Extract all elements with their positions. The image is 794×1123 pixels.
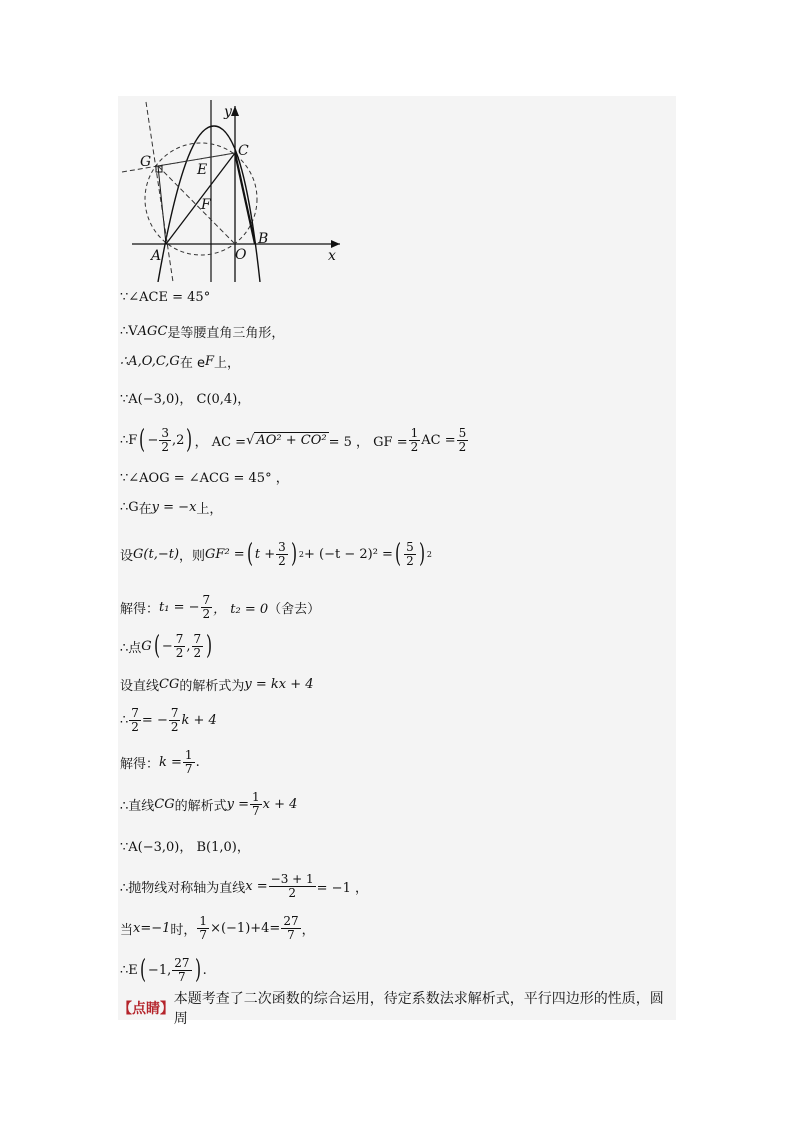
fraction-den: 2 — [278, 553, 286, 568]
line-7 — [120, 496, 676, 518]
fraction-den: 2 — [161, 439, 169, 454]
fraction — [276, 541, 288, 567]
text: 的解析式 — [174, 798, 227, 814]
fraction-den: 2 — [193, 645, 202, 660]
text: 上， — [214, 355, 241, 371]
fraction-den: 2 — [170, 719, 179, 734]
fraction-den: 2 — [288, 885, 296, 900]
text: ∴E — [120, 962, 138, 978]
fraction-num: 1 — [184, 747, 193, 762]
fraction — [457, 427, 469, 453]
fraction-num: −3 + 1 — [270, 871, 314, 886]
fraction — [404, 541, 416, 567]
paren-close: ) — [206, 631, 213, 661]
text: 设直线 — [120, 678, 160, 694]
fraction — [281, 915, 300, 941]
label-g: G — [140, 154, 152, 170]
math: CG — [154, 796, 175, 812]
math: ， t₂ = 0 — [213, 601, 269, 617]
line-17 — [120, 910, 676, 946]
note-text: 本题考查了二次函数的综合运用，待定系数法求解析式，平行四边形的性质，圆周 — [173, 991, 664, 1027]
fraction-den: 2 — [458, 439, 467, 454]
paren-close: ) — [418, 539, 425, 569]
text: ∴点 — [120, 640, 142, 656]
label-c: C — [238, 143, 249, 159]
fraction — [174, 633, 186, 659]
fraction-den: 7 — [252, 803, 260, 818]
fraction-den: 2 — [410, 439, 419, 454]
paren-close: ) — [290, 539, 297, 569]
fraction-den: 7 — [184, 761, 193, 776]
fraction-num: 3 — [278, 539, 286, 554]
line-4 — [120, 386, 676, 408]
minus: − — [147, 432, 159, 448]
fraction — [250, 791, 262, 817]
fraction-den: 7 — [287, 927, 295, 942]
text: 的解析式为 — [179, 678, 245, 694]
fraction — [159, 427, 171, 453]
text: （舍去） — [268, 601, 321, 617]
y-axis-arrow — [231, 106, 239, 116]
fraction — [183, 749, 195, 775]
paren-open: ( — [246, 539, 253, 569]
fraction — [192, 633, 204, 659]
note-tag: 【点睛】 — [118, 1001, 174, 1017]
fraction-den: 2 — [202, 606, 211, 621]
label-e: E — [197, 162, 208, 178]
line-cb — [235, 153, 255, 244]
square: 2 — [426, 549, 432, 559]
text: . — [195, 754, 200, 770]
paren-open: ( — [139, 425, 146, 455]
math: y = kx + 4 — [244, 676, 314, 692]
math: −1, — [147, 962, 172, 978]
fraction-den: 2 — [175, 645, 184, 660]
line-ag — [158, 166, 166, 244]
comma: , — [186, 638, 191, 654]
solution-panel — [118, 96, 676, 1027]
fraction-num: 7 — [175, 631, 184, 646]
text: ∴ — [120, 712, 129, 728]
geometry-figure — [118, 96, 676, 282]
math: x + 4 — [262, 796, 298, 812]
text: AC = — [421, 432, 456, 448]
text: ∴直线 — [120, 798, 155, 814]
paren-open: ( — [139, 955, 146, 985]
fraction — [409, 427, 421, 453]
paren-open: ( — [394, 539, 402, 569]
key-point-note — [118, 991, 676, 1027]
text: 设 — [120, 548, 134, 564]
line-2 — [120, 320, 676, 342]
line-16 — [120, 868, 676, 904]
text: = 5 ， GF = — [328, 434, 408, 450]
text: = −1 ， — [316, 880, 368, 896]
fraction-num: 27 — [174, 955, 190, 970]
square: 2 — [298, 549, 304, 559]
math: k = — [159, 754, 182, 770]
text: 解得： — [120, 601, 160, 617]
line-15 — [120, 834, 676, 856]
math: AGC — [137, 323, 168, 339]
math: y = — [226, 796, 250, 812]
math: F — [204, 353, 214, 369]
fraction-num: 27 — [283, 913, 299, 928]
text: ∴G — [120, 499, 139, 515]
math: G — [141, 638, 152, 654]
paren-close: ) — [186, 425, 193, 455]
text: ∴F — [120, 432, 138, 448]
math: k + 4 — [181, 712, 217, 728]
fraction — [169, 707, 181, 733]
fraction — [172, 957, 191, 983]
fraction-num: 3 — [161, 425, 169, 440]
fraction-num: 7 — [170, 705, 179, 720]
label-o: O — [235, 247, 247, 263]
fraction — [269, 873, 316, 899]
paren-open: ( — [153, 631, 160, 661]
fraction-num: 7 — [202, 592, 211, 607]
line-6 — [120, 466, 676, 486]
math: ∴A,O,C,G — [120, 353, 180, 369]
text: 时， — [170, 922, 197, 938]
sqrt: √ AO² + CO² — [246, 432, 327, 448]
fraction-num: 7 — [193, 631, 202, 646]
line-13 — [120, 744, 676, 780]
minus: − — [161, 638, 173, 654]
math: = − — [141, 712, 168, 728]
label-x: x — [328, 248, 336, 264]
text: ∵A(−3,0)， C(0,4)， — [120, 391, 251, 407]
fraction-num: 7 — [131, 705, 139, 720]
fraction-num: 5 — [406, 539, 414, 554]
line-3 — [120, 350, 676, 372]
text: ∵A(−3,0)， B(1,0)， — [120, 839, 250, 855]
math: ×(−1)+4= — [210, 920, 281, 936]
fraction — [129, 707, 141, 733]
paren-close: ) — [194, 955, 201, 985]
text: ，则 — [179, 548, 206, 564]
line-11 — [120, 674, 676, 694]
line-18 — [120, 950, 676, 990]
math: t₁ = − — [159, 599, 200, 615]
math: y = −x — [151, 499, 197, 515]
text: ， AC = — [194, 434, 247, 450]
math: + (−t − 2)² = — [304, 546, 393, 562]
fraction-num: 1 — [199, 913, 208, 928]
fraction-den: 7 — [178, 969, 186, 984]
fraction — [197, 915, 209, 941]
text: 在 e — [179, 355, 205, 371]
text: 是等腰直角三角形， — [167, 325, 285, 341]
fraction-den: 2 — [406, 553, 414, 568]
line-8 — [120, 534, 676, 574]
label-b: B — [258, 231, 269, 247]
fraction-den: 2 — [131, 719, 139, 734]
x-axis-arrow — [331, 240, 340, 248]
math: G(t,−t) — [133, 546, 180, 562]
line-1 — [120, 288, 676, 306]
label-y: y — [224, 104, 232, 120]
text: 上， — [196, 501, 223, 517]
text: ∴抛物线对称轴为直线 — [120, 880, 246, 896]
text: ,2 — [172, 432, 185, 448]
text: ∵∠ACE = 45° — [120, 289, 211, 305]
line-10 — [120, 628, 676, 664]
line-5 — [120, 422, 676, 458]
line-14 — [120, 786, 676, 822]
fraction-num: 5 — [458, 425, 467, 440]
line-12 — [120, 702, 676, 738]
text: . — [202, 962, 207, 978]
fraction-den: 7 — [199, 927, 208, 942]
text: 解得： — [120, 756, 160, 772]
math: GF² = — [205, 546, 245, 562]
fraction-num: 1 — [252, 789, 260, 804]
label-f: F — [201, 197, 211, 213]
text: 当 — [120, 922, 134, 938]
radicand: AO² + CO² — [256, 433, 327, 448]
line-9 — [120, 590, 676, 624]
fraction — [201, 594, 213, 620]
math: x = — [245, 878, 268, 894]
math: CG — [159, 676, 180, 692]
text: ， — [301, 922, 315, 938]
text: 在 — [138, 501, 152, 517]
text: ∵∠AOG = ∠ACG = 45° ， — [120, 470, 289, 486]
text: ∴V — [120, 323, 138, 339]
fraction-num: 1 — [410, 425, 419, 440]
label-a: A — [151, 248, 162, 264]
math: t + — [254, 546, 276, 562]
math: x=−1 — [133, 920, 171, 936]
